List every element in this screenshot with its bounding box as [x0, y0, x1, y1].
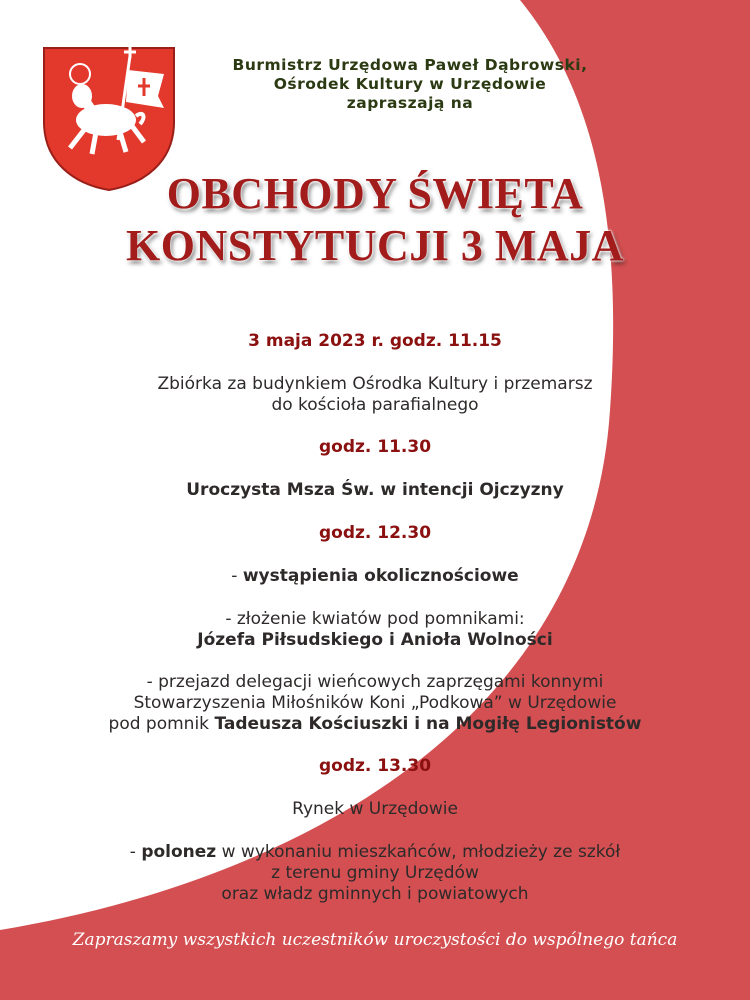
- gathering-line-2: do kościoła parafialnego: [271, 395, 479, 415]
- delegation-line-1: - przejazd delegacji wieńcowych zaprzęgami konnymi: [146, 672, 604, 692]
- header-line-2: Ośrodek Kultury w Urzędowie: [273, 75, 547, 93]
- time-market: godz. 13.30: [318, 756, 432, 776]
- polonez-line-2: z terenu gminy Urzędów: [271, 863, 479, 883]
- header-invitation: [180, 56, 640, 113]
- flowers-line-1: - złożenie kwiatów pod pomnikami:: [225, 609, 525, 629]
- time-speeches: godz. 12.30: [318, 523, 432, 543]
- delegation-line-3-pre: pod pomnik: [108, 714, 215, 734]
- speeches-dash: -: [231, 566, 243, 586]
- mass-text: Uroczysta Msza Św. w intencji Ojczyzny: [186, 480, 564, 500]
- speeches-line: [0, 566, 750, 587]
- header-line-1: Burmistrz Urzędowa Paweł Dąbrowski,: [232, 56, 588, 74]
- polonez-line-3: oraz władz gminnych i powiatowych: [221, 884, 529, 904]
- page-title: [0, 168, 750, 272]
- polonez-dash: -: [129, 842, 142, 862]
- delegation-line-3-bold: Tadeusza Kościuszki i na Mogiłę Legionistów: [214, 714, 642, 734]
- delegation-line-2: Stowarzyszenia Miłośników Koni „Podkowa” w Urzędowie: [133, 693, 617, 713]
- footer-invitation: Zapraszamy wszystkich uczestników uroczystości do wspólnego tańca: [72, 930, 678, 950]
- time-start: 3 maja 2023 r. godz. 11.15: [248, 331, 502, 351]
- title-line-1: OBCHODY ŚWIĘTA: [166, 169, 584, 218]
- flowers-line-2: Józefa Piłsudskiego i Anioła Wolności: [197, 630, 553, 650]
- delegation-line-3: [0, 714, 750, 735]
- polonez-rest: w wykonaniu mieszkańców, młodzieży ze szkół: [216, 842, 621, 862]
- speeches-text: wystąpienia okolicznościowe: [242, 566, 519, 586]
- time-mass: godz. 11.30: [318, 437, 432, 457]
- header-line-3: zapraszają na: [346, 94, 474, 112]
- polonez-line-1: [0, 842, 750, 863]
- polonez-bold: polonez: [141, 842, 217, 862]
- title-line-2: KONSTYTUCJI 3 MAJA: [126, 221, 624, 270]
- gathering-line-1: Zbiórka za budynkiem Ośrodka Kultury i przemarsz: [157, 374, 593, 394]
- market-text: Rynek w Urzędowie: [292, 799, 458, 819]
